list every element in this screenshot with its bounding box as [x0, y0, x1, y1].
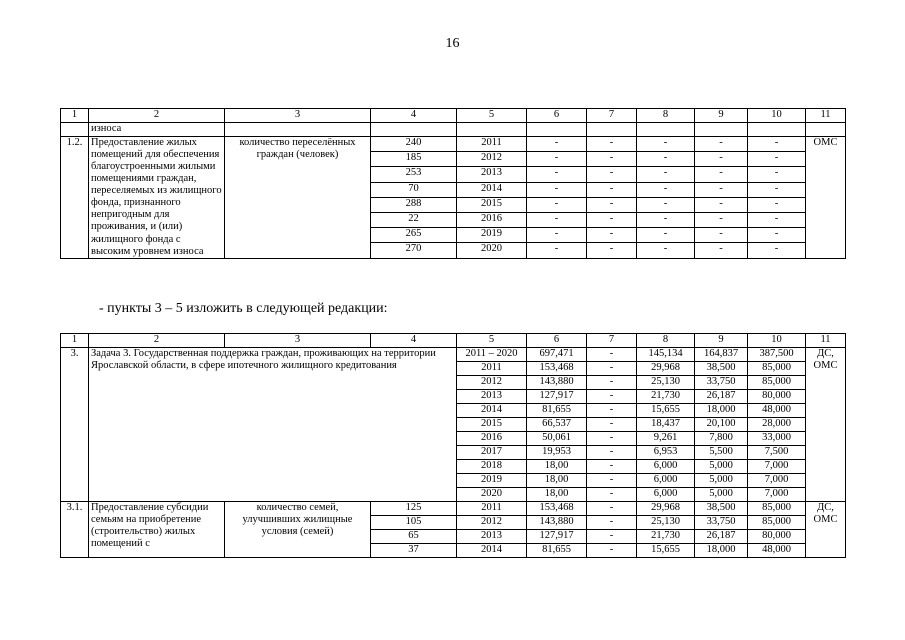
- year-cell: 2013: [457, 390, 527, 404]
- amount-cell: -: [695, 167, 748, 182]
- amount-cell: 7,500: [748, 446, 806, 460]
- table-cell: [225, 123, 371, 137]
- column-header: 2: [89, 334, 225, 348]
- amount-cell: -: [637, 167, 695, 182]
- amount-cell: 7,800: [695, 432, 748, 446]
- table-cell: [527, 123, 587, 137]
- amount-cell: 7,000: [748, 474, 806, 488]
- indicator-value: 125: [371, 502, 457, 516]
- amount-cell: -: [637, 243, 695, 258]
- amount-cell: 81,655: [527, 544, 587, 558]
- amount-cell: 15,655: [637, 404, 695, 418]
- table-cell: [748, 123, 806, 137]
- amount-cell: -: [587, 167, 637, 182]
- amount-cell: -: [748, 213, 806, 228]
- amount-cell: 18,00: [527, 474, 587, 488]
- subtask-number: 3.1.: [61, 502, 89, 558]
- amount-cell: 143,880: [527, 376, 587, 390]
- amount-cell: -: [637, 197, 695, 212]
- amount-cell: 81,655: [527, 404, 587, 418]
- indicator-value: 22: [371, 213, 457, 228]
- indicator-value: 185: [371, 152, 457, 167]
- subtask-description: Предоставление субсидии семьям на приобретение (строительство) жилых помещений с: [89, 502, 225, 558]
- table-cell: [806, 123, 846, 137]
- year-cell: 2020: [457, 243, 527, 258]
- amount-cell: 18,00: [527, 460, 587, 474]
- column-header-row: [61, 109, 846, 123]
- amount-cell: -: [587, 488, 637, 502]
- column-header: 9: [695, 334, 748, 348]
- amount-cell: -: [527, 152, 587, 167]
- year-cell: 2013: [457, 167, 527, 182]
- amount-cell: -: [587, 362, 637, 376]
- executor-cell: ОМС: [806, 137, 846, 259]
- amount-cell: -: [587, 502, 637, 516]
- column-header: 4: [371, 109, 457, 123]
- amount-cell: 66,537: [527, 418, 587, 432]
- amount-cell: 85,000: [748, 516, 806, 530]
- year-cell: 2016: [457, 432, 527, 446]
- table-cell: [695, 123, 748, 137]
- amount-cell: -: [637, 228, 695, 243]
- amount-cell: -: [587, 418, 637, 432]
- amount-cell: 48,000: [748, 544, 806, 558]
- amount-cell: 5,500: [695, 446, 748, 460]
- amount-cell: 25,130: [637, 516, 695, 530]
- page-number: 16: [445, 36, 460, 51]
- amount-cell: 18,000: [695, 404, 748, 418]
- amount-cell: 5,000: [695, 460, 748, 474]
- amount-cell: -: [637, 137, 695, 152]
- amount-cell: 5,000: [695, 474, 748, 488]
- amount-cell: 6,000: [637, 474, 695, 488]
- row-number: 1.2.: [61, 137, 89, 259]
- amount-cell: -: [587, 376, 637, 390]
- column-header: 11: [806, 334, 846, 348]
- section-heading: - пункты 3 – 5 изложить в следующей редакции:: [99, 301, 388, 316]
- amount-cell: 80,000: [748, 390, 806, 404]
- amount-cell: -: [637, 152, 695, 167]
- amount-cell: 50,061: [527, 432, 587, 446]
- amount-cell: 26,187: [695, 390, 748, 404]
- column-header: 1: [61, 334, 89, 348]
- amount-cell: 143,880: [527, 516, 587, 530]
- amount-cell: 26,187: [695, 530, 748, 544]
- amount-cell: 127,917: [527, 530, 587, 544]
- year-cell: 2011: [457, 362, 527, 376]
- amount-cell: 33,750: [695, 516, 748, 530]
- year-cell: 2011 – 2020: [457, 348, 527, 362]
- amount-cell: 6,000: [637, 488, 695, 502]
- year-cell: 2016: [457, 213, 527, 228]
- amount-cell: 153,468: [527, 362, 587, 376]
- indicator-value: 70: [371, 182, 457, 197]
- table-cell: [457, 123, 527, 137]
- amount-cell: -: [527, 137, 587, 152]
- amount-cell: 21,730: [637, 390, 695, 404]
- amount-cell: -: [748, 228, 806, 243]
- amount-cell: 48,000: [748, 404, 806, 418]
- amount-cell: 153,468: [527, 502, 587, 516]
- amount-cell: -: [587, 460, 637, 474]
- year-cell: 2019: [457, 474, 527, 488]
- year-cell: 2019: [457, 228, 527, 243]
- column-header: 1: [61, 109, 89, 123]
- amount-cell: 29,968: [637, 502, 695, 516]
- indicator-value: 105: [371, 516, 457, 530]
- carry-text: износа: [89, 123, 225, 137]
- amount-cell: 28,000: [748, 418, 806, 432]
- indicator-value: 270: [371, 243, 457, 258]
- indicator-value: 240: [371, 137, 457, 152]
- column-header: 8: [637, 109, 695, 123]
- row-description: Предоставление жилых помещений для обеспечения благоустроенными жилыми помещениями граждан, переселяемых из жилищного фонда, признанного непригодным для проживания, и (или) жилищного фонда с высоким уровнем износа: [89, 137, 225, 259]
- amount-cell: -: [587, 404, 637, 418]
- column-header: 4: [371, 334, 457, 348]
- row-indicator: количество переселённых граждан (человек): [225, 137, 371, 259]
- year-cell: 2020: [457, 488, 527, 502]
- year-cell: 2012: [457, 516, 527, 530]
- column-header: 9: [695, 109, 748, 123]
- year-cell: 2011: [457, 502, 527, 516]
- indicator-value: 288: [371, 197, 457, 212]
- executor-cell: ДС, ОМС: [806, 348, 846, 502]
- amount-cell: 6,000: [637, 460, 695, 474]
- column-header: 6: [527, 334, 587, 348]
- amount-cell: 7,000: [748, 488, 806, 502]
- year-cell: 2014: [457, 544, 527, 558]
- table-cell: [61, 123, 89, 137]
- year-cell: 2011: [457, 137, 527, 152]
- amount-cell: -: [748, 137, 806, 152]
- amount-cell: 387,500: [748, 348, 806, 362]
- table-cell: [587, 123, 637, 137]
- amount-cell: 20,100: [695, 418, 748, 432]
- table-tasks: [60, 333, 846, 558]
- column-header: 11: [806, 109, 846, 123]
- amount-cell: -: [587, 152, 637, 167]
- table-cell: [371, 123, 457, 137]
- amount-cell: -: [587, 516, 637, 530]
- amount-cell: -: [587, 530, 637, 544]
- amount-cell: -: [587, 228, 637, 243]
- amount-cell: -: [587, 137, 637, 152]
- year-cell: 2015: [457, 418, 527, 432]
- amount-cell: -: [748, 167, 806, 182]
- amount-cell: 18,00: [527, 488, 587, 502]
- column-header-row: [61, 334, 846, 348]
- amount-cell: 9,261: [637, 432, 695, 446]
- year-cell: 2014: [457, 182, 527, 197]
- amount-cell: 164,837: [695, 348, 748, 362]
- task-row: [61, 348, 846, 362]
- amount-cell: -: [695, 197, 748, 212]
- column-header: 6: [527, 109, 587, 123]
- amount-cell: -: [695, 137, 748, 152]
- year-cell: 2018: [457, 460, 527, 474]
- amount-cell: 15,655: [637, 544, 695, 558]
- year-cell: 2014: [457, 404, 527, 418]
- year-cell: 2012: [457, 376, 527, 390]
- subtask-row: [61, 502, 846, 516]
- amount-cell: 145,134: [637, 348, 695, 362]
- table-continuation: [60, 108, 846, 259]
- column-header: 2: [89, 109, 225, 123]
- executor-cell: ДС, ОМС: [806, 502, 846, 558]
- column-header: 3: [225, 334, 371, 348]
- amount-cell: -: [695, 152, 748, 167]
- indicator-value: 253: [371, 167, 457, 182]
- task-number: 3.: [61, 348, 89, 502]
- column-header: 3: [225, 109, 371, 123]
- amount-cell: -: [695, 228, 748, 243]
- amount-cell: 19,953: [527, 446, 587, 460]
- amount-cell: 18,437: [637, 418, 695, 432]
- amount-cell: 21,730: [637, 530, 695, 544]
- amount-cell: 80,000: [748, 530, 806, 544]
- amount-cell: 18,000: [695, 544, 748, 558]
- amount-cell: 7,000: [748, 460, 806, 474]
- amount-cell: 85,000: [748, 502, 806, 516]
- carry-row: [61, 123, 846, 137]
- table-cell: [637, 123, 695, 137]
- year-cell: 2013: [457, 530, 527, 544]
- amount-cell: -: [587, 348, 637, 362]
- amount-cell: -: [637, 182, 695, 197]
- amount-cell: -: [587, 446, 637, 460]
- amount-cell: -: [587, 474, 637, 488]
- amount-cell: -: [527, 213, 587, 228]
- column-header: 7: [587, 334, 637, 348]
- amount-cell: -: [587, 432, 637, 446]
- amount-cell: 25,130: [637, 376, 695, 390]
- amount-cell: -: [527, 167, 587, 182]
- amount-cell: -: [587, 243, 637, 258]
- amount-cell: -: [637, 213, 695, 228]
- amount-cell: -: [587, 182, 637, 197]
- year-cell: 2017: [457, 446, 527, 460]
- indicator-value: 265: [371, 228, 457, 243]
- amount-cell: -: [587, 390, 637, 404]
- amount-cell: -: [587, 213, 637, 228]
- amount-cell: 6,953: [637, 446, 695, 460]
- year-cell: 2015: [457, 197, 527, 212]
- amount-cell: -: [587, 544, 637, 558]
- amount-cell: 85,000: [748, 376, 806, 390]
- amount-cell: 29,968: [637, 362, 695, 376]
- indicator-value: 37: [371, 544, 457, 558]
- amount-cell: 85,000: [748, 362, 806, 376]
- amount-cell: -: [527, 243, 587, 258]
- column-header: 7: [587, 109, 637, 123]
- amount-cell: -: [748, 197, 806, 212]
- amount-cell: 33,750: [695, 376, 748, 390]
- year-cell: 2012: [457, 152, 527, 167]
- amount-cell: -: [695, 213, 748, 228]
- column-header: 8: [637, 334, 695, 348]
- amount-cell: -: [527, 228, 587, 243]
- amount-cell: 38,500: [695, 502, 748, 516]
- task-description: Задача 3. Государственная поддержка граждан, проживающих на территории Ярославской области, в сфере ипотечного жилищного кредитования: [89, 348, 457, 502]
- amount-cell: -: [695, 243, 748, 258]
- amount-cell: 38,500: [695, 362, 748, 376]
- column-header: 10: [748, 109, 806, 123]
- column-header: 5: [457, 334, 527, 348]
- amount-cell: -: [748, 243, 806, 258]
- subtask-indicator: количество семей, улучшивших жилищные условия (семей): [225, 502, 371, 558]
- amount-cell: -: [695, 182, 748, 197]
- amount-cell: 697,471: [527, 348, 587, 362]
- column-header: 10: [748, 334, 806, 348]
- amount-cell: 33,000: [748, 432, 806, 446]
- amount-cell: -: [587, 197, 637, 212]
- data-row: [61, 137, 846, 152]
- amount-cell: 127,917: [527, 390, 587, 404]
- column-header: 5: [457, 109, 527, 123]
- amount-cell: -: [527, 197, 587, 212]
- amount-cell: -: [748, 152, 806, 167]
- amount-cell: -: [527, 182, 587, 197]
- amount-cell: 5,000: [695, 488, 748, 502]
- indicator-value: 65: [371, 530, 457, 544]
- amount-cell: -: [748, 182, 806, 197]
